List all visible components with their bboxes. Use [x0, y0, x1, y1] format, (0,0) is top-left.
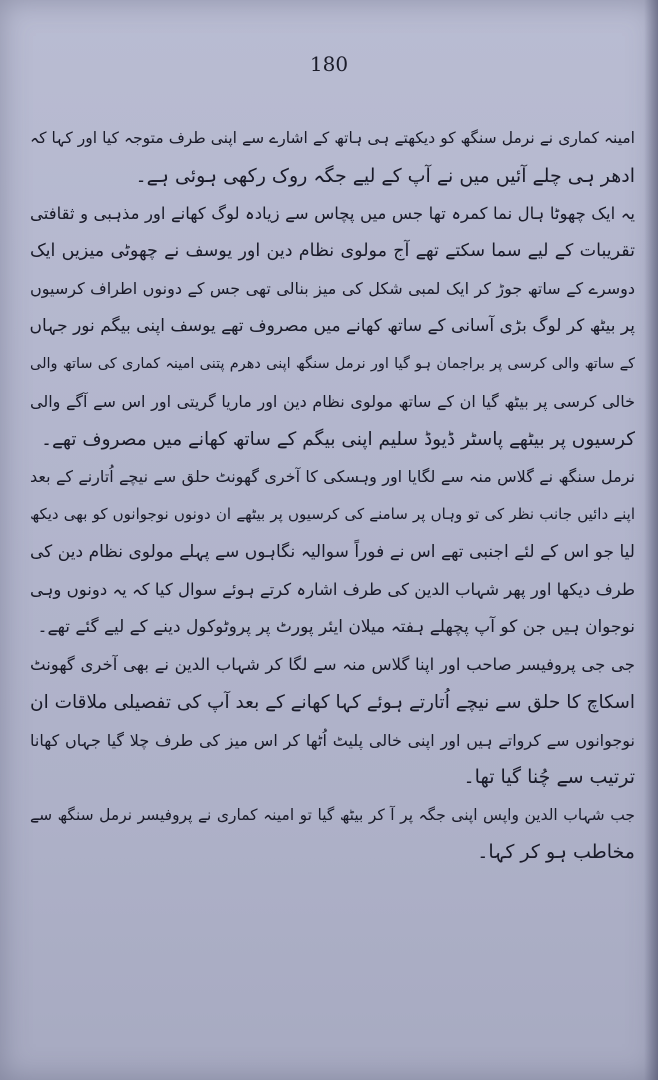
text-line: اپنے دائیں جانب نظر کی تو وہاں پر سامنے کی کرسیوں پر بیٹھے ان دونوں نوجوانوں کو بھی دیکھ: [30, 504, 635, 523]
text-line: امینہ کماری نے نرمل سنگھ کو دیکھتے ہی ہاتھ کے اشارے سے اپنی طرف متوجہ کیا اور کہا کہ: [30, 129, 635, 147]
text-line: تقریبات کے لیے سما سکتے تھے آج مولوی نظام دین اور یوسف نے چھوٹی میزیں ایک: [30, 240, 635, 261]
text-line: خالی کرسی پر بیٹھ گیا ان کے ساتھ مولوی نظام دین اور ماریا گریتی اور اس سے آگے والی: [30, 392, 635, 412]
paragraph: [30, 458, 635, 646]
text-line: طرف دیکھا اور پھر شہاب الدین کی طرف اشارہ کرتے ہوئے سوال کیا کہ یہ دونوں وہی: [30, 580, 635, 600]
page-edge-shadow: [644, 0, 658, 1080]
text-line: ترتیب سے چُنا گیا تھا۔: [463, 766, 635, 789]
text-line: مخاطب ہو کر کہا۔: [477, 841, 635, 864]
paragraph: [30, 646, 635, 796]
page-number: 180: [309, 52, 349, 76]
text-line: نوجوانوں سے کرواتے ہیں اور اپنی خالی پلیٹ اُٹھا کر اس میز کی طرف چلا گیا جہاں کھانا: [30, 730, 635, 750]
paragraph: [30, 120, 635, 195]
paragraph: [30, 195, 635, 458]
urdu-text-body: [30, 120, 635, 872]
text-line: نوجوان ہیں جن کو آپ پچھلے ہفتہ میلان ایئر پورٹ پر پروٹوکول دینے کے لیے گئے تھے۔: [37, 616, 635, 637]
paragraph: [30, 797, 635, 872]
text-line: اسکاچ کا حلق سے نیچے اُتارتے ہوئے کہا کھانے کے بعد آپ کی تفصیلی ملاقات ان: [30, 691, 635, 713]
text-line: پر بیٹھ کر لوگ بڑی آسانی کے ساتھ کھانے میں مصروف تھے یوسف اپنی بیگم نور جہاں: [30, 315, 635, 336]
text-line: ادھر ہی چلے آئیں میں نے آپ کے لیے جگہ روک رکھی ہوئی ہے۔: [135, 164, 635, 187]
text-line: کرسیوں پر بیٹھے پاسٹر ڈیوڈ سلیم اپنی بیگم کے ساتھ کھانے میں مصروف تھے۔: [41, 428, 635, 450]
text-line: نرمل سنگھ نے گلاس منہ سے لگایا اور وہسکی کا آخری گھونٹ حلق سے نیچے اُتارنے کے بعد: [30, 467, 635, 487]
text-line: جب شہاب الدین واپس اپنی جگہ پر آ کر بیٹھ گیا تو امینہ کماری نے پروفیسر نرمل سنگھ سے: [30, 805, 635, 824]
text-line: لیا جو اس کے لئے اجنبی تھے اس نے فوراً سوالیہ نگاہوں سے پہلے مولوی نظام دین کی: [30, 541, 635, 562]
text-line: دوسرے کے ساتھ جوڑ کر ایک لمبی شکل کی میز بنالی تھی جس کے دونوں اطراف کرسیوں: [30, 279, 635, 299]
text-line: کے ساتھ والی کرسی پر براجمان ہو گیا اور نرمل سنگھ اپنی دھرم پتنی امینہ کماری کی ساتھ والی: [30, 355, 635, 372]
text-line: جی جی پروفیسر صاحب اور اپنا گلاس منہ سے لگا کر شہاب الدین نے بھی آخری گھونٹ: [30, 655, 635, 675]
text-line: یہ ایک چھوٹا ہال نما کمرہ تھا جس میں پچاس سے زیادہ لوگ کھانے اور مذہبی و ثقافتی: [30, 204, 635, 224]
